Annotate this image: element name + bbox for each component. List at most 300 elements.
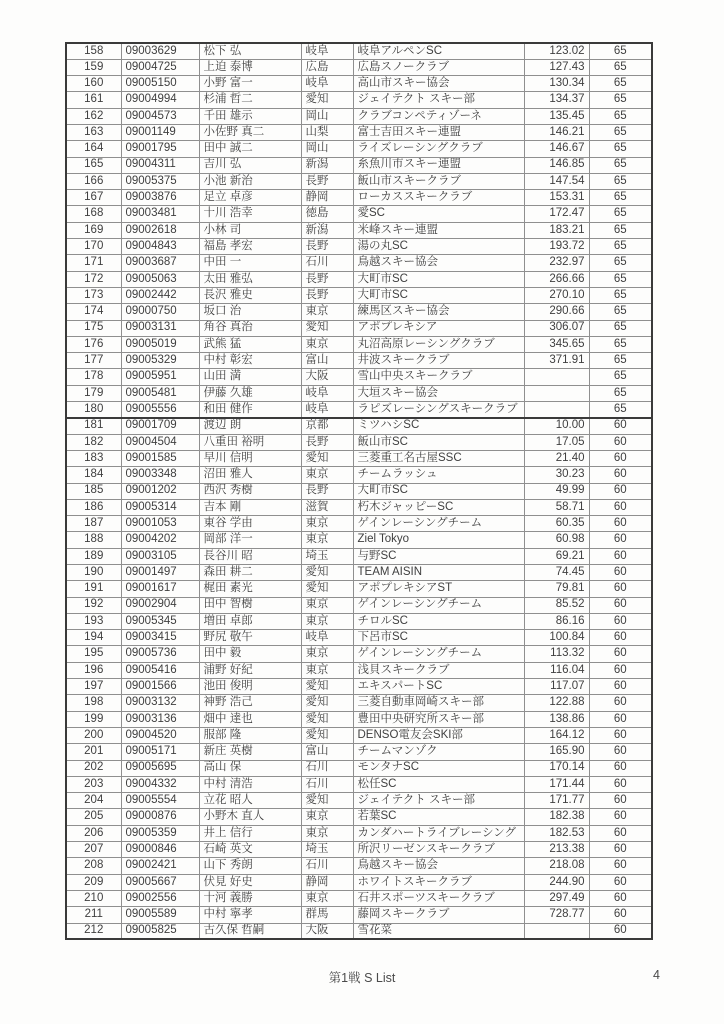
score-cell: 165.90 bbox=[524, 744, 589, 760]
table-row bbox=[66, 516, 652, 532]
score-cell: 123.02 bbox=[524, 43, 589, 59]
rank-cell: 203 bbox=[66, 776, 121, 792]
name-cell: 服部 隆 bbox=[199, 727, 301, 743]
name-cell: 岡部 洋一 bbox=[199, 532, 301, 548]
table-row bbox=[66, 255, 652, 271]
rank-cell: 205 bbox=[66, 809, 121, 825]
points-cell: 60 bbox=[589, 516, 652, 532]
score-cell: 371.91 bbox=[524, 353, 589, 369]
table-row bbox=[66, 565, 652, 581]
rank-cell: 202 bbox=[66, 760, 121, 776]
points-cell: 65 bbox=[589, 287, 652, 303]
id-cell: 09004843 bbox=[121, 239, 199, 255]
prefecture-cell: 長野 bbox=[301, 173, 353, 189]
score-cell: 60.35 bbox=[524, 516, 589, 532]
club-cell: ジェイテクト スキー部 bbox=[353, 92, 524, 108]
club-cell: 米峰スキー連盟 bbox=[353, 222, 524, 238]
points-cell: 65 bbox=[589, 141, 652, 157]
club-cell: 練馬区スキー協会 bbox=[353, 304, 524, 320]
id-cell: 09005359 bbox=[121, 825, 199, 841]
club-cell: 与野SC bbox=[353, 548, 524, 564]
score-cell: 171.44 bbox=[524, 776, 589, 792]
points-cell: 60 bbox=[589, 434, 652, 450]
table-row bbox=[66, 206, 652, 222]
id-cell: 09004573 bbox=[121, 108, 199, 124]
points-cell: 60 bbox=[589, 581, 652, 597]
prefecture-cell: 東京 bbox=[301, 646, 353, 662]
prefecture-cell: 岐阜 bbox=[301, 630, 353, 646]
score-cell: 10.00 bbox=[524, 418, 589, 434]
name-cell: 松下 弘 bbox=[199, 43, 301, 59]
table-row bbox=[66, 744, 652, 760]
prefecture-cell: 長野 bbox=[301, 239, 353, 255]
score-cell bbox=[524, 402, 589, 418]
club-cell: 若葉SC bbox=[353, 809, 524, 825]
points-cell: 60 bbox=[589, 565, 652, 581]
id-cell: 09005063 bbox=[121, 271, 199, 287]
name-cell: 石崎 英文 bbox=[199, 842, 301, 858]
rank-cell: 180 bbox=[66, 402, 121, 418]
club-cell: 岐阜アルペンSC bbox=[353, 43, 524, 59]
name-cell: 増田 卓郎 bbox=[199, 613, 301, 629]
rank-cell: 185 bbox=[66, 483, 121, 499]
rank-cell: 199 bbox=[66, 711, 121, 727]
name-cell: 田中 毅 bbox=[199, 646, 301, 662]
table-row bbox=[66, 287, 652, 303]
score-cell: 135.45 bbox=[524, 108, 589, 124]
score-cell: 58.71 bbox=[524, 499, 589, 515]
club-cell: 三菱重工名古屋SSC bbox=[353, 450, 524, 466]
rank-cell: 196 bbox=[66, 662, 121, 678]
rank-cell: 166 bbox=[66, 173, 121, 189]
name-cell: 畑中 達也 bbox=[199, 711, 301, 727]
id-cell: 09005375 bbox=[121, 173, 199, 189]
table-row bbox=[66, 157, 652, 173]
name-cell: 古久保 哲嗣 bbox=[199, 923, 301, 939]
score-cell: 345.65 bbox=[524, 336, 589, 352]
prefecture-cell: 富山 bbox=[301, 353, 353, 369]
rank-cell: 179 bbox=[66, 385, 121, 401]
id-cell: 09005150 bbox=[121, 76, 199, 92]
table-row bbox=[66, 483, 652, 499]
name-cell: 坂口 治 bbox=[199, 304, 301, 320]
points-cell: 60 bbox=[589, 499, 652, 515]
points-cell: 60 bbox=[589, 907, 652, 923]
points-cell: 65 bbox=[589, 385, 652, 401]
table-row bbox=[66, 434, 652, 450]
table-row bbox=[66, 793, 652, 809]
prefecture-cell: 東京 bbox=[301, 516, 353, 532]
rank-cell: 170 bbox=[66, 239, 121, 255]
name-cell: 山田 満 bbox=[199, 369, 301, 385]
prefecture-cell: 岐阜 bbox=[301, 76, 353, 92]
prefecture-cell: 長野 bbox=[301, 271, 353, 287]
prefecture-cell: 愛知 bbox=[301, 565, 353, 581]
name-cell: 太田 雅弘 bbox=[199, 271, 301, 287]
id-cell: 09003348 bbox=[121, 467, 199, 483]
page-footer bbox=[0, 968, 724, 988]
name-cell: 早川 信明 bbox=[199, 450, 301, 466]
id-cell: 09003132 bbox=[121, 695, 199, 711]
name-cell: 山下 秀朗 bbox=[199, 858, 301, 874]
rank-cell: 167 bbox=[66, 190, 121, 206]
club-cell: 丸沼高原レーシングクラブ bbox=[353, 336, 524, 352]
id-cell: 09004725 bbox=[121, 59, 199, 75]
prefecture-cell: 大阪 bbox=[301, 923, 353, 939]
points-cell: 65 bbox=[589, 239, 652, 255]
club-cell: 高山市スキー協会 bbox=[353, 76, 524, 92]
prefecture-cell: 群馬 bbox=[301, 907, 353, 923]
id-cell: 09001202 bbox=[121, 483, 199, 499]
name-cell: 吉川 弘 bbox=[199, 157, 301, 173]
club-cell: TEAM AISIN bbox=[353, 565, 524, 581]
club-cell: ジェイテクト スキー部 bbox=[353, 793, 524, 809]
prefecture-cell: 山梨 bbox=[301, 124, 353, 140]
id-cell: 09002421 bbox=[121, 858, 199, 874]
id-cell: 09003415 bbox=[121, 630, 199, 646]
score-cell: 232.97 bbox=[524, 255, 589, 271]
id-cell: 09005481 bbox=[121, 385, 199, 401]
score-cell: 164.12 bbox=[524, 727, 589, 743]
rank-cell: 175 bbox=[66, 320, 121, 336]
club-cell: 大町市SC bbox=[353, 483, 524, 499]
score-cell: 130.34 bbox=[524, 76, 589, 92]
points-cell: 65 bbox=[589, 124, 652, 140]
name-cell: 池田 俊明 bbox=[199, 679, 301, 695]
rank-cell: 189 bbox=[66, 548, 121, 564]
points-cell: 65 bbox=[589, 320, 652, 336]
rank-cell: 177 bbox=[66, 353, 121, 369]
table-row bbox=[66, 190, 652, 206]
rank-cell: 182 bbox=[66, 434, 121, 450]
club-cell: 大垣スキー協会 bbox=[353, 385, 524, 401]
points-cell: 65 bbox=[589, 173, 652, 189]
name-cell: 八重田 裕明 bbox=[199, 434, 301, 450]
table-row bbox=[66, 825, 652, 841]
table-row bbox=[66, 874, 652, 890]
table-row bbox=[66, 92, 652, 108]
table-row bbox=[66, 320, 652, 336]
rank-cell: 197 bbox=[66, 679, 121, 695]
name-cell: 長沢 雅史 bbox=[199, 287, 301, 303]
club-cell: 愛SC bbox=[353, 206, 524, 222]
club-cell: モンタナSC bbox=[353, 760, 524, 776]
prefecture-cell: 滋賀 bbox=[301, 499, 353, 515]
points-cell: 60 bbox=[589, 858, 652, 874]
table-row bbox=[66, 385, 652, 401]
points-cell: 60 bbox=[589, 418, 652, 434]
score-cell: 193.72 bbox=[524, 239, 589, 255]
club-cell: 広島スノークラブ bbox=[353, 59, 524, 75]
club-cell: ゲインレーシングチーム bbox=[353, 516, 524, 532]
rank-cell: 209 bbox=[66, 874, 121, 890]
table-row bbox=[66, 450, 652, 466]
table-row bbox=[66, 43, 652, 59]
name-cell: 渡辺 朗 bbox=[199, 418, 301, 434]
points-cell: 60 bbox=[589, 532, 652, 548]
score-cell: 297.49 bbox=[524, 890, 589, 906]
name-cell: 浦野 好紀 bbox=[199, 662, 301, 678]
points-cell: 60 bbox=[589, 467, 652, 483]
rank-cell: 172 bbox=[66, 271, 121, 287]
club-cell: 飯山市SC bbox=[353, 434, 524, 450]
club-cell: 松任SC bbox=[353, 776, 524, 792]
rank-cell: 188 bbox=[66, 532, 121, 548]
points-cell: 60 bbox=[589, 923, 652, 939]
name-cell: 十川 浩幸 bbox=[199, 206, 301, 222]
table-row bbox=[66, 695, 652, 711]
id-cell: 09001497 bbox=[121, 565, 199, 581]
id-cell: 09005736 bbox=[121, 646, 199, 662]
id-cell: 09005345 bbox=[121, 613, 199, 629]
rank-cell: 183 bbox=[66, 450, 121, 466]
score-cell: 146.67 bbox=[524, 141, 589, 157]
points-cell: 60 bbox=[589, 483, 652, 499]
name-cell: 角谷 真治 bbox=[199, 320, 301, 336]
results-table bbox=[65, 42, 653, 940]
name-cell: 上迫 泰博 bbox=[199, 59, 301, 75]
table-row bbox=[66, 842, 652, 858]
prefecture-cell: 愛知 bbox=[301, 450, 353, 466]
name-cell: 杉浦 哲二 bbox=[199, 92, 301, 108]
prefecture-cell: 広島 bbox=[301, 59, 353, 75]
id-cell: 09002556 bbox=[121, 890, 199, 906]
points-cell: 65 bbox=[589, 271, 652, 287]
points-cell: 60 bbox=[589, 646, 652, 662]
rank-cell: 208 bbox=[66, 858, 121, 874]
name-cell: 東谷 学由 bbox=[199, 516, 301, 532]
points-cell: 60 bbox=[589, 825, 652, 841]
id-cell: 09004332 bbox=[121, 776, 199, 792]
points-cell: 60 bbox=[589, 842, 652, 858]
score-cell: 218.08 bbox=[524, 858, 589, 874]
name-cell: 井上 信行 bbox=[199, 825, 301, 841]
points-cell: 65 bbox=[589, 59, 652, 75]
id-cell: 09001053 bbox=[121, 516, 199, 532]
rank-cell: 159 bbox=[66, 59, 121, 75]
rank-cell: 168 bbox=[66, 206, 121, 222]
id-cell: 09000750 bbox=[121, 304, 199, 320]
table-row bbox=[66, 760, 652, 776]
points-cell: 65 bbox=[589, 190, 652, 206]
score-cell bbox=[524, 369, 589, 385]
rank-cell: 187 bbox=[66, 516, 121, 532]
rank-cell: 210 bbox=[66, 890, 121, 906]
club-cell: ゲインレーシングチーム bbox=[353, 597, 524, 613]
table-row bbox=[66, 141, 652, 157]
prefecture-cell: 東京 bbox=[301, 532, 353, 548]
points-cell: 65 bbox=[589, 92, 652, 108]
id-cell: 09001617 bbox=[121, 581, 199, 597]
club-cell: 大町市SC bbox=[353, 271, 524, 287]
table-row bbox=[66, 711, 652, 727]
prefecture-cell: 東京 bbox=[301, 597, 353, 613]
points-cell: 65 bbox=[589, 369, 652, 385]
points-cell: 60 bbox=[589, 776, 652, 792]
prefecture-cell: 東京 bbox=[301, 890, 353, 906]
club-cell: クラブコンペティゾーネ bbox=[353, 108, 524, 124]
rank-cell: 164 bbox=[66, 141, 121, 157]
table-row bbox=[66, 662, 652, 678]
table-row bbox=[66, 499, 652, 515]
name-cell: 中村 彰宏 bbox=[199, 353, 301, 369]
rank-cell: 198 bbox=[66, 695, 121, 711]
prefecture-cell: 長野 bbox=[301, 434, 353, 450]
table-row bbox=[66, 727, 652, 743]
name-cell: 小佐野 真二 bbox=[199, 124, 301, 140]
prefecture-cell: 石川 bbox=[301, 760, 353, 776]
id-cell: 09004311 bbox=[121, 157, 199, 173]
prefecture-cell: 新潟 bbox=[301, 222, 353, 238]
prefecture-cell: 愛知 bbox=[301, 92, 353, 108]
name-cell: 神野 浩己 bbox=[199, 695, 301, 711]
rank-cell: 200 bbox=[66, 727, 121, 743]
rank-cell: 190 bbox=[66, 565, 121, 581]
prefecture-cell: 東京 bbox=[301, 613, 353, 629]
prefecture-cell: 大阪 bbox=[301, 369, 353, 385]
id-cell: 09005589 bbox=[121, 907, 199, 923]
rank-cell: 161 bbox=[66, 92, 121, 108]
name-cell: 伏見 好史 bbox=[199, 874, 301, 890]
id-cell: 09002618 bbox=[121, 222, 199, 238]
rank-cell: 174 bbox=[66, 304, 121, 320]
id-cell: 09001585 bbox=[121, 450, 199, 466]
prefecture-cell: 愛知 bbox=[301, 320, 353, 336]
table-row bbox=[66, 59, 652, 75]
points-cell: 65 bbox=[589, 222, 652, 238]
points-cell: 65 bbox=[589, 206, 652, 222]
table-row bbox=[66, 907, 652, 923]
score-cell: 182.53 bbox=[524, 825, 589, 841]
rank-cell: 169 bbox=[66, 222, 121, 238]
prefecture-cell: 新潟 bbox=[301, 157, 353, 173]
score-cell: 85.52 bbox=[524, 597, 589, 613]
rank-cell: 211 bbox=[66, 907, 121, 923]
club-cell: 井波スキークラブ bbox=[353, 353, 524, 369]
club-cell: 飯山市スキークラブ bbox=[353, 173, 524, 189]
id-cell: 09001566 bbox=[121, 679, 199, 695]
rank-cell: 178 bbox=[66, 369, 121, 385]
prefecture-cell: 岐阜 bbox=[301, 402, 353, 418]
prefecture-cell: 石川 bbox=[301, 255, 353, 271]
footer-title: 第1戦 S List bbox=[328, 971, 396, 985]
name-cell: 田中 智樹 bbox=[199, 597, 301, 613]
name-cell: 立花 昭人 bbox=[199, 793, 301, 809]
name-cell: 十河 義勝 bbox=[199, 890, 301, 906]
id-cell: 09005554 bbox=[121, 793, 199, 809]
prefecture-cell: 長野 bbox=[301, 483, 353, 499]
club-cell: Ziel Tokyo bbox=[353, 532, 524, 548]
points-cell: 60 bbox=[589, 744, 652, 760]
name-cell: 和田 健作 bbox=[199, 402, 301, 418]
rank-cell: 191 bbox=[66, 581, 121, 597]
score-cell: 127.43 bbox=[524, 59, 589, 75]
id-cell: 09003136 bbox=[121, 711, 199, 727]
id-cell: 09003629 bbox=[121, 43, 199, 59]
prefecture-cell: 東京 bbox=[301, 825, 353, 841]
name-cell: 沼田 雅人 bbox=[199, 467, 301, 483]
prefecture-cell: 埼玉 bbox=[301, 842, 353, 858]
prefecture-cell: 岐阜 bbox=[301, 43, 353, 59]
score-cell: 728.77 bbox=[524, 907, 589, 923]
name-cell: 西沢 秀樹 bbox=[199, 483, 301, 499]
rank-cell: 192 bbox=[66, 597, 121, 613]
table-row bbox=[66, 418, 652, 434]
table-row bbox=[66, 108, 652, 124]
id-cell: 09002442 bbox=[121, 287, 199, 303]
table-row bbox=[66, 76, 652, 92]
table-row bbox=[66, 532, 652, 548]
prefecture-cell: 愛知 bbox=[301, 679, 353, 695]
id-cell: 09001795 bbox=[121, 141, 199, 157]
score-cell: 79.81 bbox=[524, 581, 589, 597]
id-cell: 09004520 bbox=[121, 727, 199, 743]
rank-cell: 193 bbox=[66, 613, 121, 629]
prefecture-cell: 東京 bbox=[301, 304, 353, 320]
table-row bbox=[66, 630, 652, 646]
id-cell: 09005416 bbox=[121, 662, 199, 678]
score-cell: 134.37 bbox=[524, 92, 589, 108]
table-row bbox=[66, 890, 652, 906]
id-cell: 09003105 bbox=[121, 548, 199, 564]
points-cell: 65 bbox=[589, 157, 652, 173]
score-cell: 244.90 bbox=[524, 874, 589, 890]
club-cell: 鳥越スキー協会 bbox=[353, 255, 524, 271]
table-row bbox=[66, 679, 652, 695]
name-cell: 小野木 直人 bbox=[199, 809, 301, 825]
id-cell: 09002904 bbox=[121, 597, 199, 613]
name-cell: 梶田 素光 bbox=[199, 581, 301, 597]
points-cell: 60 bbox=[589, 793, 652, 809]
club-cell: カンダハートライブレーシング bbox=[353, 825, 524, 841]
table-row bbox=[66, 402, 652, 418]
id-cell: 09004202 bbox=[121, 532, 199, 548]
name-cell: 小野 富一 bbox=[199, 76, 301, 92]
prefecture-cell: 愛知 bbox=[301, 581, 353, 597]
prefecture-cell: 石川 bbox=[301, 776, 353, 792]
table-row bbox=[66, 597, 652, 613]
id-cell: 09005667 bbox=[121, 874, 199, 890]
id-cell: 09003481 bbox=[121, 206, 199, 222]
name-cell: 伊藤 久雄 bbox=[199, 385, 301, 401]
rank-cell: 171 bbox=[66, 255, 121, 271]
club-cell: ミツハシSC bbox=[353, 418, 524, 434]
table-row bbox=[66, 239, 652, 255]
score-cell: 146.21 bbox=[524, 124, 589, 140]
club-cell: 富士吉田スキー連盟 bbox=[353, 124, 524, 140]
table-row bbox=[66, 809, 652, 825]
club-cell: ローカススキークラブ bbox=[353, 190, 524, 206]
rank-cell: 160 bbox=[66, 76, 121, 92]
id-cell: 09005171 bbox=[121, 744, 199, 760]
points-cell: 65 bbox=[589, 76, 652, 92]
score-cell: 138.86 bbox=[524, 711, 589, 727]
prefecture-cell: 岡山 bbox=[301, 141, 353, 157]
points-cell: 60 bbox=[589, 890, 652, 906]
score-cell: 17.05 bbox=[524, 434, 589, 450]
name-cell: 千田 雄示 bbox=[199, 108, 301, 124]
score-cell: 172.47 bbox=[524, 206, 589, 222]
score-cell: 266.66 bbox=[524, 271, 589, 287]
score-cell: 100.84 bbox=[524, 630, 589, 646]
table-row bbox=[66, 173, 652, 189]
score-cell: 122.88 bbox=[524, 695, 589, 711]
id-cell: 09004504 bbox=[121, 434, 199, 450]
name-cell: 中村 清浩 bbox=[199, 776, 301, 792]
prefecture-cell: 徳島 bbox=[301, 206, 353, 222]
id-cell: 09003131 bbox=[121, 320, 199, 336]
table-row bbox=[66, 581, 652, 597]
